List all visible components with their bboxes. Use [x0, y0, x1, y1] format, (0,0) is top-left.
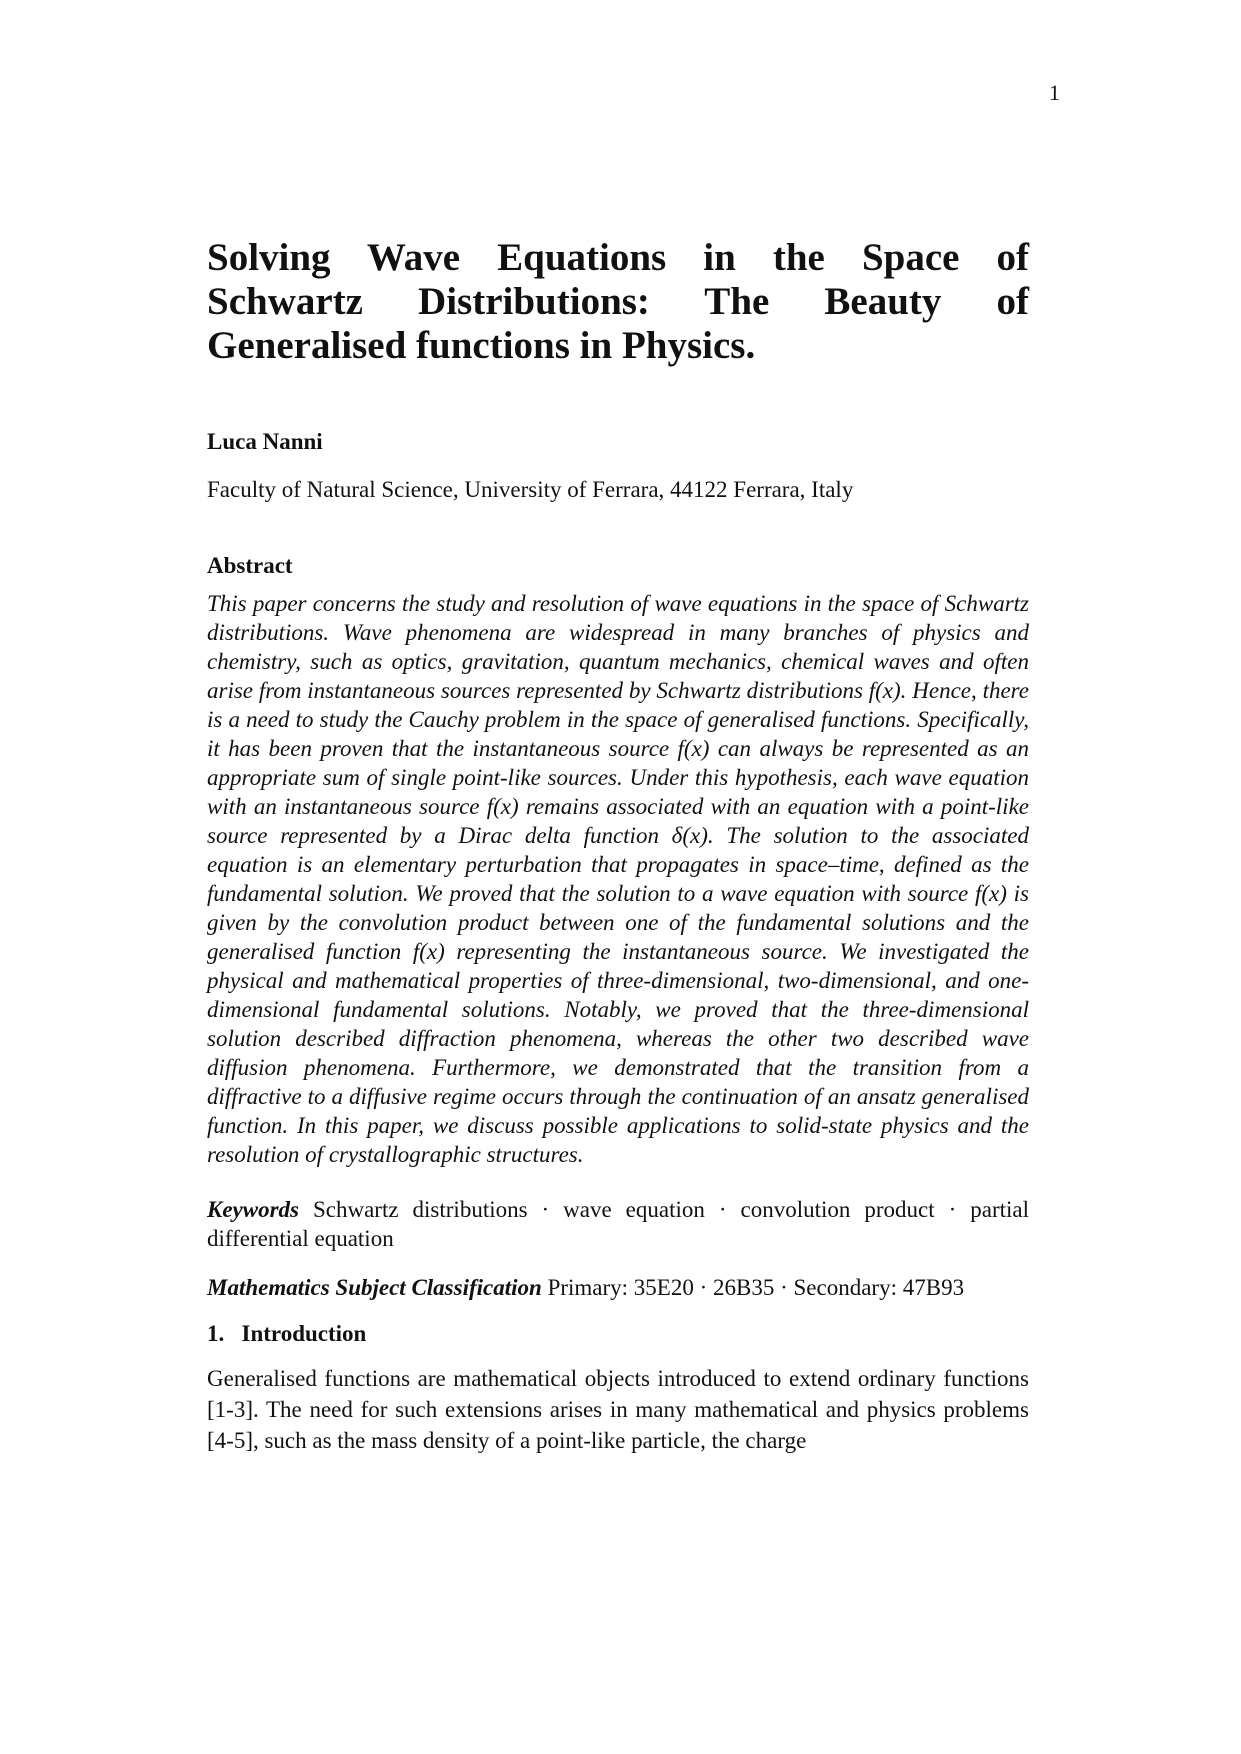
- paper-content: [207, 236, 1029, 1456]
- keywords-text: Schwartz distributions · wave equation · convolution product · partial differential equation: [207, 1197, 1029, 1251]
- author-name: Luca Nanni: [207, 429, 323, 454]
- introduction-heading: 1. Introduction: [207, 1321, 367, 1346]
- introduction-text: Generalised functions are mathematical objects introduced to extend ordinary functions [1-3]. The need for such extensions arises in many mathematical and physics problems [4-5], such as the mass density of a point-like particle, the charge: [207, 1366, 1029, 1453]
- msc-line: [207, 1275, 1029, 1301]
- paper-title: Solving Wave Equations in the Space of Schwartz Distributions: The Beauty of Generalised functions in Physics.: [207, 236, 1029, 367]
- keywords-line: [207, 1195, 1029, 1253]
- abstract-text: This paper concerns the study and resolution of wave equations in the space of Schwartz distributions. Wave phenomena are widespread in many branches of physics and chemistry, such as optics, gravitation, quantum mechanics, chemical waves and often arise from instantaneous sources represented by Schwartz distributions f(x). Hence, there is a need to study the Cauchy problem in the space of generalised functions. Specifically, it has been proven that the instantaneous source f(x) can always be represented as an appropriate sum of single point-like sources. Under this hypothesis, each wave equation with an instantaneous source f(x) remains associated with an equation with a point-like source represented by a Dirac delta function δ(x). The solution to the associated equation is an elementary perturbation that propagates in space–time, defined as the fundamental solution. We proved that the solution to a wave equation with source f(x) is given by the convolution product between one of the fundamental solutions and the generalised function f(x) representing the instantaneous source. We investigated the physical and mathematical properties of three-dimensional, two-dimensional, and one-dimensional fundamental solutions. Notably, we proved that the three-dimensional solution described diffraction phenomena, whereas the other two described wave diffusion phenomena. Furthermore, we demonstrated that the transition from a diffractive to a diffusive regime occurs through the continuation of an ansatz generalised function. In this paper, we discuss possible applications to solid-state physics and the resolution of crystallographic structures.: [207, 591, 1029, 1167]
- author-affiliation: Faculty of Natural Science, University of Ferrara, 44122 Ferrara, Italy: [207, 477, 854, 502]
- msc-label: Mathematics Subject Classification: [207, 1275, 542, 1300]
- page-number: 1: [1049, 80, 1060, 105]
- keywords-label: Keywords: [207, 1197, 299, 1222]
- msc-text: Primary: 35E20 · 26B35 · Secondary: 47B93: [541, 1275, 965, 1300]
- abstract-heading: Abstract: [207, 553, 293, 578]
